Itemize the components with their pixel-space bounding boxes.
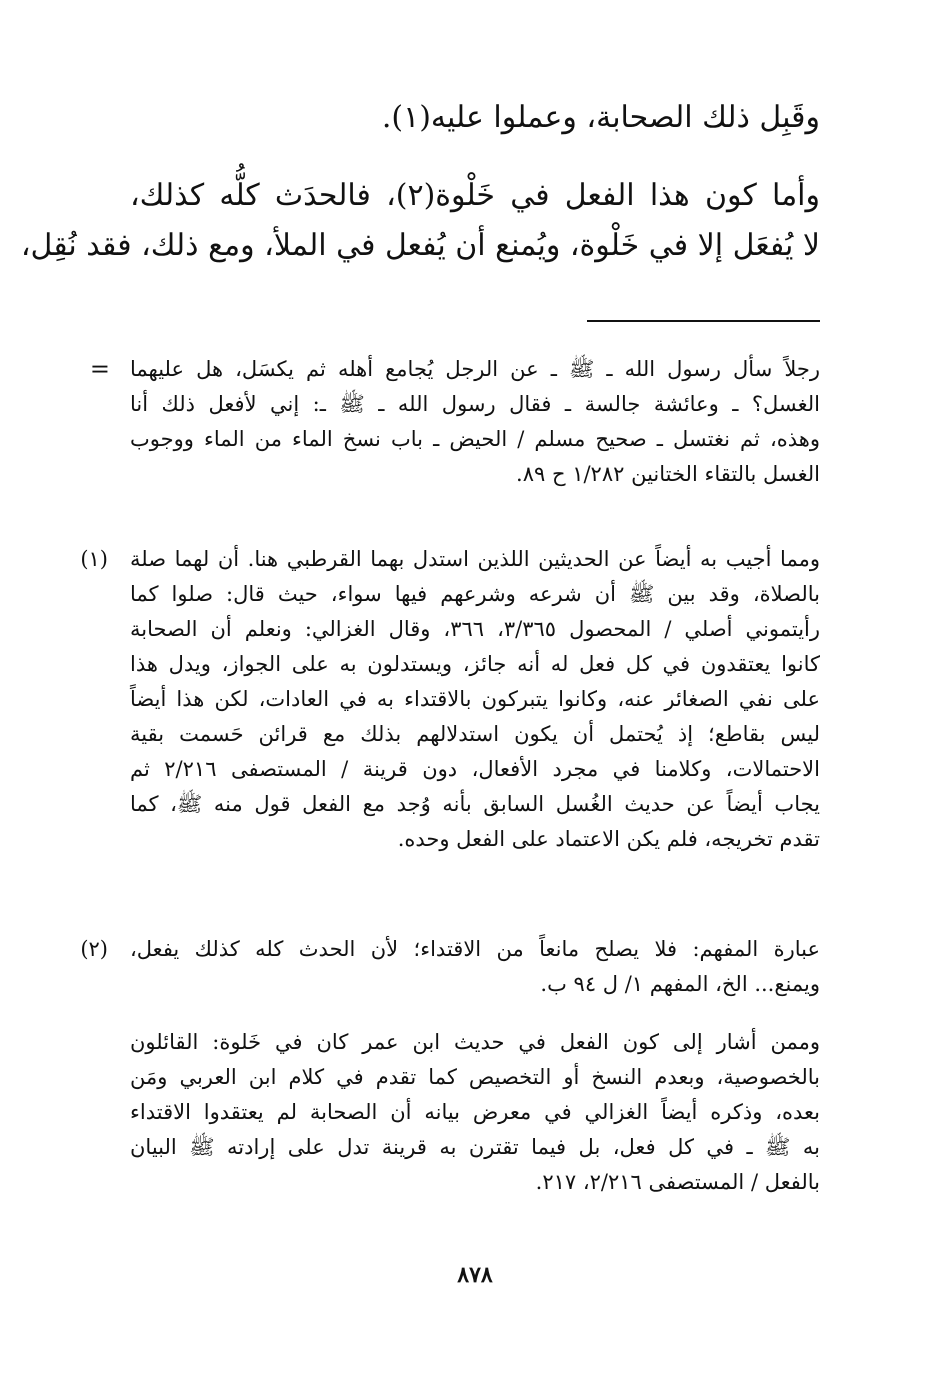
footnote-line: عبارة المفهم: فلا يصلح مانعاً من الاقتداء؛ لأن الحدث كله كذلك يفعل، xyxy=(130,937,820,961)
footnote-line: يجاب أيضاً عن حديث الغُسل السابق بأنه وُجد مع الفعل قول منه ﷺ، كما xyxy=(130,792,820,816)
footnote-line: وممن أشار إلى كون الفعل في حديث ابن عمر كان في خَلوة: القائلون xyxy=(130,1030,820,1054)
footnote-line: وهذه، ثم نغتسل ـ صحيح مسلم / الحيض ـ باب نسخ الماء من الماء ووجوب xyxy=(130,427,820,451)
footnote-2 xyxy=(130,932,820,1002)
footnote-line: ويمنع... الخ، المفهم ١/ ل ٩٤ ب. xyxy=(540,972,820,996)
footnote-line: رجلاً سأل رسول الله ـ ﷺ ـ عن الرجل يُجامع أهله ثم يكسَل، هل عليهما xyxy=(130,357,820,381)
footnote-line: بعده، وذكره أيضاً الغزالي في معرض بيانه أن الصحابة لم يعتقدوا الاقتداء xyxy=(130,1100,820,1124)
footnote-line: بالفعل / المستصفى ٢/٢١٦، ٢١٧. xyxy=(535,1170,820,1194)
footnote-line: الاحتمالات، وكلامنا في مجرد الأفعال، دون قرينة / المستصفى ٢/٢١٦ ثم xyxy=(130,757,820,781)
footnote-line: رأيتموني أصلي / المحصول ٣/٣٦٥، ٣٦٦، وقال الغزالي: ونعلم أن الصحابة xyxy=(130,617,821,641)
footnote-2-marker: (٢) xyxy=(80,937,108,961)
footnote-line: ومما أجيب به أيضاً عن الحديثين اللذين استدل بهما القرطبي هنا. أن لهما صلة xyxy=(130,547,820,571)
footnote-line: بالخصوصية، وبعدم النسخ أو التخصيص كما تقدم في كلام ابن العربي ومَن xyxy=(130,1065,820,1089)
footnote-line: الغسل بالتقاء الختانين ١/٢٨٢ ح ٨٩. xyxy=(516,462,820,486)
footnote-1 xyxy=(130,542,820,857)
main-text-line: لا يُفعَل إلا في خَلْوة، ويُمنع أن يُفعل في الملأ، ومع ذلك، فقد نُقِل، xyxy=(20,228,820,263)
footnote-line: الغسل؟ ـ وعائشة جالسة ـ فقال رسول الله ـ ﷺ ـ: إني لأفعل ذلك أنا xyxy=(130,392,820,416)
footnote-1-marker: (١) xyxy=(80,547,108,571)
main-text-line: وقَبِل ذلك الصحابة، وعملوا عليه(١). xyxy=(381,100,820,135)
footnote-divider xyxy=(587,320,820,322)
footnote-continuation-marker: = xyxy=(89,355,110,383)
footnote-2-paragraph xyxy=(130,1025,820,1200)
footnote-line: تقدم تخريجه، فلم يكن الاعتماد على الفعل وحده. xyxy=(397,827,820,851)
footnote-line: ليس بقاطع؛ إذ يُحتمل أن يكون استدلالهم بذلك مع قرائن حَسمت بقية xyxy=(130,722,820,746)
page-number: ٨٧٨ xyxy=(457,1262,493,1288)
footnote-line: كانوا يعتقدون في كل فعل له أنه جائز، ويستدلون به على الجواز، ويدل هذا xyxy=(130,652,820,676)
footnote-line: بالصلاة، وقد بين ﷺ أن شرعه وشرعهم فيها سواء، حيث قال: صلوا كما xyxy=(130,582,820,606)
footnote-line: به ﷺ ـ في كل فعل، بل فيما تقترن به قرينة تدل على إرادته ﷺ البيان xyxy=(130,1135,820,1159)
main-text-line: وأما كون هذا الفعل في خَلْوة(٢)، فالحدَث كلُّه كذلك، xyxy=(130,178,820,213)
footnote-continuation xyxy=(130,352,820,492)
footnote-line: على نفي الصغائر عنه، وكانوا يتبركون بالاقتداء به في العادات، لكن هذا أيضاً xyxy=(130,687,820,711)
